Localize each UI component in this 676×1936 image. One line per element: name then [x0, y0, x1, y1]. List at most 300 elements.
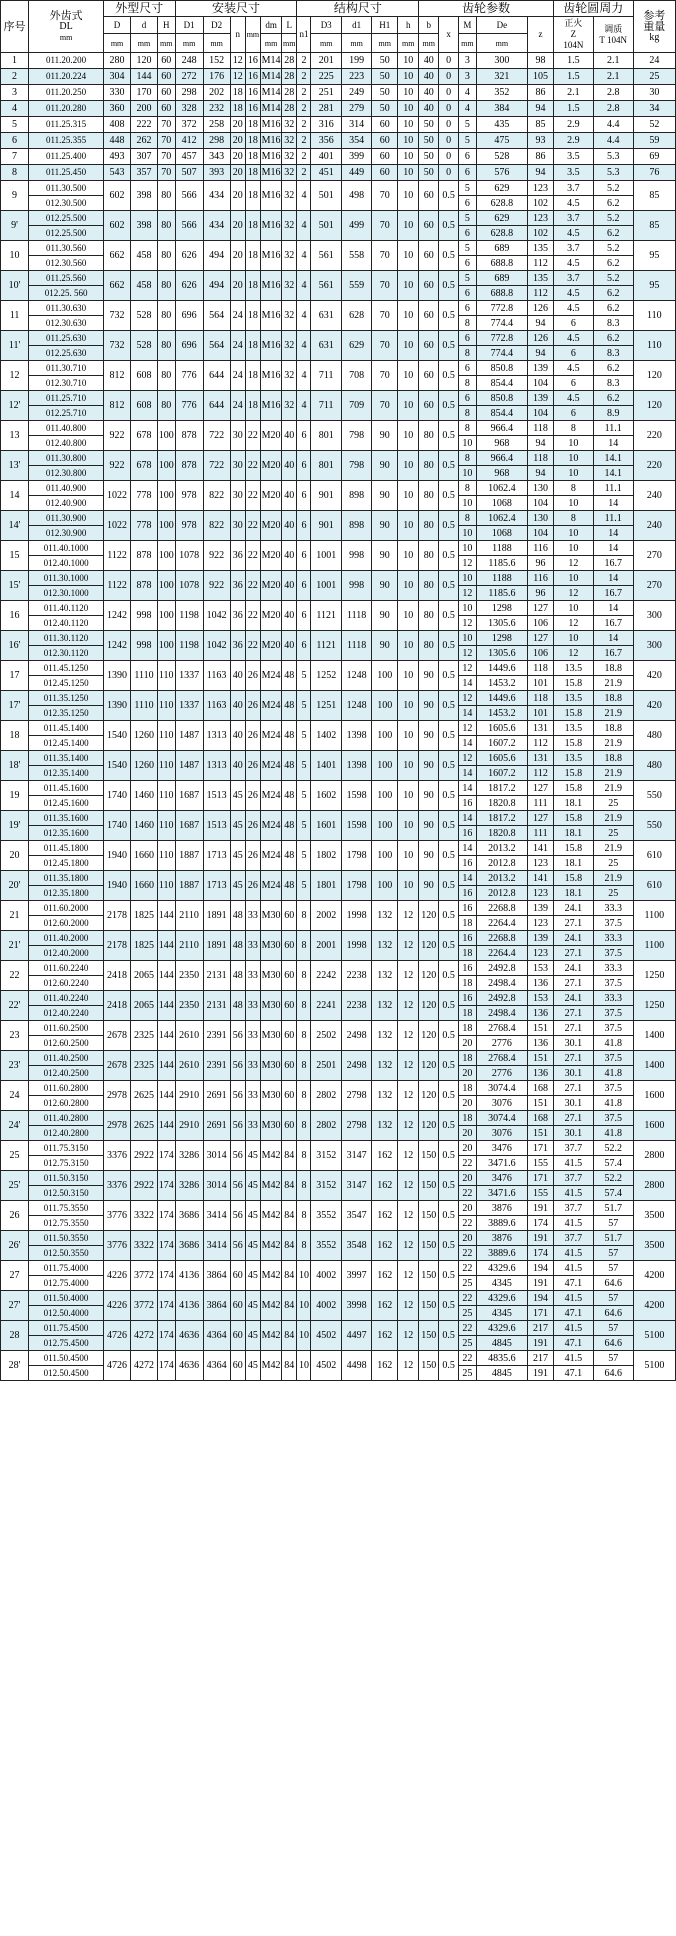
table-row [1, 165, 676, 181]
cell-weight: 240 [633, 481, 675, 511]
table-row [1, 1291, 676, 1306]
cell-h: 132 [372, 1111, 398, 1141]
cell-gear-fb: 14.1 [593, 466, 633, 481]
cell-d1: 1121 [311, 631, 341, 661]
cell-D3: 10 [297, 1261, 311, 1291]
cell-gear-M2: 12 [459, 556, 477, 571]
cell-D1: 248 [175, 53, 203, 69]
cell-dm: 45 [245, 1141, 260, 1171]
cell-gear-fa: 6 [553, 346, 593, 361]
cell-n1: 32 [282, 149, 297, 165]
cell-gear-fb: 33.3 [593, 931, 633, 946]
cell-D3: 5 [297, 721, 311, 751]
cell-weight: 420 [633, 661, 675, 691]
cell-gear-M2: 18 [459, 1006, 477, 1021]
cell-d: 1260 [131, 721, 158, 751]
cell-fa: 85 [528, 117, 554, 133]
col-dm: dm [261, 17, 282, 34]
header-install: 安装尺寸 [175, 1, 297, 17]
col-x: x [439, 17, 459, 53]
cell-w: 2.1 [593, 69, 633, 85]
model-code: 012.30.560 [29, 256, 104, 271]
cell-d1: 801 [311, 421, 341, 451]
table-row [1, 901, 676, 916]
model-code: 011.35.1250 [29, 691, 104, 706]
cell-H: 70 [157, 149, 175, 165]
cell-n: 36 [230, 631, 245, 661]
cell-d1: 356 [311, 133, 341, 149]
cell-D: 304 [104, 69, 131, 85]
cell-d: 3322 [131, 1231, 158, 1261]
cell-d: 998 [131, 601, 158, 631]
cell-d1: 1601 [311, 811, 341, 841]
cell-d1: 501 [311, 181, 341, 211]
cell-H: 100 [157, 541, 175, 571]
cell-H: 144 [157, 1021, 175, 1051]
cell-L: M24 [261, 721, 282, 751]
cell-n1: 40 [282, 421, 297, 451]
cell-M: 0.5 [439, 1261, 459, 1291]
cell-b: 10 [398, 101, 419, 117]
cell-L: M16 [261, 117, 282, 133]
cell-d: 458 [131, 271, 158, 301]
cell-d: 528 [131, 331, 158, 361]
cell-n1: 40 [282, 451, 297, 481]
cell-gear-fb: 14 [593, 571, 633, 586]
cell-n1: 48 [282, 841, 297, 871]
cell-weight: 25 [633, 69, 675, 85]
cell-D1: 1687 [175, 781, 203, 811]
cell-gear-fb: 33.3 [593, 901, 633, 916]
row-number: 11 [1, 301, 29, 331]
table-row [1, 781, 676, 796]
cell-D2: 232 [203, 101, 230, 117]
cell-gear-fa: 27.1 [553, 1051, 593, 1066]
cell-D3: 4 [297, 271, 311, 301]
table-row [1, 53, 676, 69]
cell-D1: 457 [175, 149, 203, 165]
cell-L: M24 [261, 811, 282, 841]
cell-gear-fa: 3.7 [553, 181, 593, 196]
table-row [1, 1021, 676, 1036]
cell-gear-z: 141 [528, 841, 554, 856]
cell-D1: 412 [175, 133, 203, 149]
cell-gear-z: 104 [528, 406, 554, 421]
cell-weight: 120 [633, 391, 675, 421]
cell-gear-M2: 12 [459, 721, 477, 736]
cell-d1: 1801 [311, 871, 341, 901]
cell-D3: 5 [297, 841, 311, 871]
cell-gear-fa: 12 [553, 586, 593, 601]
row-number: 15' [1, 571, 29, 601]
unit-dm: mm [261, 34, 282, 53]
table-row [1, 421, 676, 436]
cell-H1: 223 [341, 69, 371, 85]
cell-D: 1940 [104, 871, 131, 901]
cell-d: 4272 [131, 1351, 158, 1381]
cell-h: 162 [372, 1171, 398, 1201]
cell-b: 12 [398, 1021, 419, 1051]
cell-fb: 2.1 [553, 85, 593, 101]
cell-H: 80 [157, 301, 175, 331]
cell-D1: 1687 [175, 811, 203, 841]
cell-n1: 48 [282, 661, 297, 691]
model-code: 011.20.224 [29, 69, 104, 85]
model-code: 011.25.710 [29, 391, 104, 406]
cell-b: 12 [398, 1231, 419, 1261]
cell-d: 1825 [131, 931, 158, 961]
cell-D3: 2 [297, 101, 311, 117]
cell-D1: 3286 [175, 1171, 203, 1201]
cell-d1: 901 [311, 511, 341, 541]
cell-D1: 2610 [175, 1051, 203, 1081]
cell-L: M16 [261, 331, 282, 361]
cell-x: 80 [419, 631, 439, 661]
cell-H1: 2238 [341, 961, 371, 991]
cell-H: 144 [157, 991, 175, 1021]
cell-gear-fb: 25 [593, 856, 633, 871]
cell-weight: 110 [633, 331, 675, 361]
cell-gear-fb: 6.2 [593, 226, 633, 241]
cell-D3: 4 [297, 331, 311, 361]
cell-gear-fb: 8.3 [593, 316, 633, 331]
cell-L: M16 [261, 211, 282, 241]
cell-gear-M2: 5 [459, 211, 477, 226]
cell-D2: 494 [203, 241, 230, 271]
cell-gear-fb: 21.9 [593, 811, 633, 826]
cell-gear-De: 3076 [476, 1096, 528, 1111]
cell-D: 360 [104, 101, 131, 117]
cell-gear-fa: 10 [553, 496, 593, 511]
cell-b: 10 [398, 85, 419, 101]
cell-L: M30 [261, 931, 282, 961]
row-number: 19 [1, 781, 29, 811]
cell-D1: 4636 [175, 1351, 203, 1381]
cell-h: 100 [372, 721, 398, 751]
cell-dm: 18 [245, 181, 260, 211]
cell-M: 0.5 [439, 1231, 459, 1261]
cell-D3: 8 [297, 961, 311, 991]
cell-gear-M2: 5 [459, 241, 477, 256]
cell-weight: 30 [633, 85, 675, 101]
cell-d1: 4502 [311, 1321, 341, 1351]
cell-gear-fa: 27.1 [553, 1081, 593, 1096]
cell-gear-fa: 13.5 [553, 721, 593, 736]
cell-b: 10 [398, 391, 419, 421]
cell-d: 1260 [131, 751, 158, 781]
cell-D2: 722 [203, 421, 230, 451]
cell-b: 10 [398, 871, 419, 901]
cell-n: 30 [230, 481, 245, 511]
cell-gear-fb: 21.9 [593, 736, 633, 751]
cell-weight: 4200 [633, 1291, 675, 1321]
cell-H: 174 [157, 1291, 175, 1321]
cell-D3: 5 [297, 661, 311, 691]
cell-n1: 60 [282, 1021, 297, 1051]
cell-D1: 1078 [175, 541, 203, 571]
cell-b: 12 [398, 991, 419, 1021]
cell-weight: 610 [633, 871, 675, 901]
cell-weight: 110 [633, 301, 675, 331]
cell-D2: 722 [203, 451, 230, 481]
cell-D1: 978 [175, 481, 203, 511]
cell-M: 0.5 [439, 1321, 459, 1351]
cell-H1: 1998 [341, 901, 371, 931]
cell-n1: 28 [282, 69, 297, 85]
cell-D3: 4 [297, 301, 311, 331]
cell-h: 132 [372, 1081, 398, 1111]
cell-d: 2065 [131, 961, 158, 991]
cell-d1: 451 [311, 165, 341, 181]
cell-weight: 270 [633, 571, 675, 601]
cell-gear-z: 151 [528, 1096, 554, 1111]
cell-n1: 28 [282, 85, 297, 101]
cell-gear-De: 4835.6 [476, 1351, 528, 1366]
cell-dm: 18 [245, 133, 260, 149]
cell-D1: 372 [175, 117, 203, 133]
cell-gear-fb: 37.5 [593, 1051, 633, 1066]
cell-gear-fa: 27.1 [553, 946, 593, 961]
cell-d1: 3552 [311, 1201, 341, 1231]
cell-d: 678 [131, 421, 158, 451]
cell-gear-M2: 6 [459, 361, 477, 376]
cell-gear-De: 1453.2 [476, 676, 528, 691]
cell-dm: 22 [245, 451, 260, 481]
cell-H: 60 [157, 101, 175, 117]
cell-w: 5.3 [593, 165, 633, 181]
cell-gear-M2: 12 [459, 751, 477, 766]
cell-D1: 2110 [175, 931, 203, 961]
cell-gear-z: 127 [528, 781, 554, 796]
cell-M: 0.5 [439, 1021, 459, 1051]
row-number: 18' [1, 751, 29, 781]
cell-b: 10 [398, 117, 419, 133]
model-code: 011.40.2800 [29, 1111, 104, 1126]
cell-gear-De: 2268.8 [476, 901, 528, 916]
cell-x: 80 [419, 451, 439, 481]
cell-D3: 6 [297, 631, 311, 661]
cell-D1: 2350 [175, 991, 203, 1021]
model-code: 011.75.4500 [29, 1321, 104, 1336]
cell-fa: 93 [528, 133, 554, 149]
cell-D2: 1163 [203, 661, 230, 691]
cell-L: M20 [261, 631, 282, 661]
cell-gear-De: 1817.2 [476, 811, 528, 826]
cell-dm: 22 [245, 541, 260, 571]
cell-h: 50 [372, 69, 398, 85]
cell-D2: 176 [203, 69, 230, 85]
cell-gear-fa: 4.5 [553, 256, 593, 271]
cell-b: 10 [398, 301, 419, 331]
cell-H1: 2238 [341, 991, 371, 1021]
cell-b: 10 [398, 181, 419, 211]
cell-M: 0.5 [439, 511, 459, 541]
cell-gear-fa: 47.1 [553, 1366, 593, 1381]
cell-x: 90 [419, 691, 439, 721]
cell-gear-M2: 5 [459, 271, 477, 286]
row-number: 9' [1, 211, 29, 241]
cell-h: 50 [372, 85, 398, 101]
table-row [1, 271, 676, 286]
cell-d: 608 [131, 361, 158, 391]
cell-gear-De: 3471.6 [476, 1186, 528, 1201]
cell-n1: 32 [282, 331, 297, 361]
cell-n: 45 [230, 841, 245, 871]
cell-D2: 1513 [203, 781, 230, 811]
table-row [1, 1261, 676, 1276]
cell-gear-fa: 13.5 [553, 751, 593, 766]
cell-gear-z: 153 [528, 991, 554, 1006]
cell-d1: 4002 [311, 1291, 341, 1321]
cell-dm: 26 [245, 751, 260, 781]
cell-gear-fa: 30.1 [553, 1096, 593, 1111]
cell-D1: 3686 [175, 1231, 203, 1261]
cell-D1: 2910 [175, 1081, 203, 1111]
cell-D1: 696 [175, 331, 203, 361]
cell-x: 150 [419, 1261, 439, 1291]
cell-gear-fa: 10 [553, 631, 593, 646]
cell-n1: 84 [282, 1231, 297, 1261]
cell-H: 110 [157, 721, 175, 751]
table-row [1, 511, 676, 526]
model-code: 012.30.1120 [29, 646, 104, 661]
cell-L: M14 [261, 85, 282, 101]
cell-M: 0 [439, 117, 459, 133]
model-code: 012.50.4000 [29, 1306, 104, 1321]
cell-M: 0 [439, 165, 459, 181]
model-code: 012.40.2000 [29, 946, 104, 961]
cell-gear-fb: 51.7 [593, 1231, 633, 1246]
cell-dm: 33 [245, 1021, 260, 1051]
cell-h: 90 [372, 601, 398, 631]
row-number: 12' [1, 391, 29, 421]
model-code: 012.30.500 [29, 196, 104, 211]
cell-h: 162 [372, 1321, 398, 1351]
cell-dm: 18 [245, 211, 260, 241]
row-number: 25 [1, 1141, 29, 1171]
cell-x: 120 [419, 1051, 439, 1081]
cell-gear-M2: 10 [459, 496, 477, 511]
cell-gear-fa: 27.1 [553, 916, 593, 931]
unit-H1: mm [372, 34, 398, 53]
cell-De: 5 [459, 117, 477, 133]
row-number: 26 [1, 1201, 29, 1231]
cell-D3: 4 [297, 181, 311, 211]
cell-b: 12 [398, 1321, 419, 1351]
model-code: 012.60.2800 [29, 1096, 104, 1111]
cell-gear-fa: 8 [553, 481, 593, 496]
cell-h: 90 [372, 511, 398, 541]
cell-D3: 6 [297, 571, 311, 601]
cell-d1: 801 [311, 451, 341, 481]
cell-gear-fa: 13.5 [553, 661, 593, 676]
cell-H1: 1598 [341, 781, 371, 811]
cell-gear-fa: 15.8 [553, 811, 593, 826]
cell-D2: 3014 [203, 1141, 230, 1171]
cell-D3: 8 [297, 1081, 311, 1111]
cell-D3: 4 [297, 211, 311, 241]
cell-L: M24 [261, 871, 282, 901]
cell-x: 150 [419, 1141, 439, 1171]
cell-h: 90 [372, 451, 398, 481]
cell-gear-M2: 16 [459, 796, 477, 811]
cell-dm: 18 [245, 241, 260, 271]
cell-D2: 4364 [203, 1321, 230, 1351]
cell-d: 878 [131, 571, 158, 601]
cell-gear-z: 104 [528, 496, 554, 511]
cell-gear-z: 104 [528, 376, 554, 391]
model-code: 012.45.1250 [29, 676, 104, 691]
cell-D: 493 [104, 149, 131, 165]
cell-gear-z: 127 [528, 631, 554, 646]
cell-D1: 507 [175, 165, 203, 181]
cell-gear-fb: 16.7 [593, 616, 633, 631]
cell-weight: 1100 [633, 901, 675, 931]
cell-n: 24 [230, 361, 245, 391]
model-code: 012.50.3150 [29, 1186, 104, 1201]
cell-D: 280 [104, 53, 131, 69]
cell-h: 90 [372, 571, 398, 601]
cell-M: 0.5 [439, 571, 459, 601]
table-row [1, 871, 676, 886]
cell-D1: 776 [175, 391, 203, 421]
cell-gear-fa: 37.7 [553, 1231, 593, 1246]
cell-D2: 298 [203, 133, 230, 149]
cell-dm: 18 [245, 165, 260, 181]
cell-gear-M2: 10 [459, 601, 477, 616]
table-row [1, 691, 676, 706]
cell-L: M30 [261, 961, 282, 991]
cell-D2: 2391 [203, 1021, 230, 1051]
cell-gear-z: 112 [528, 256, 554, 271]
cell-D: 1242 [104, 631, 131, 661]
col-M: M [459, 17, 477, 34]
cell-b: 10 [398, 361, 419, 391]
cell-d: 262 [131, 133, 158, 149]
cell-d: 398 [131, 181, 158, 211]
cell-D3: 6 [297, 481, 311, 511]
row-number: 22' [1, 991, 29, 1021]
cell-d: 1460 [131, 811, 158, 841]
cell-gear-fa: 24.1 [553, 901, 593, 916]
cell-d1: 2502 [311, 1021, 341, 1051]
model-code: 011.45.1600 [29, 781, 104, 796]
cell-dm: 16 [245, 53, 260, 69]
row-number: 21' [1, 931, 29, 961]
cell-gear-fb: 16.7 [593, 556, 633, 571]
cell-d1: 401 [311, 149, 341, 165]
cell-D2: 3864 [203, 1261, 230, 1291]
cell-L: M20 [261, 421, 282, 451]
cell-gear-M2: 8 [459, 346, 477, 361]
cell-d1: 1121 [311, 601, 341, 631]
cell-gear-M2: 18 [459, 1021, 477, 1036]
cell-H1: 1248 [341, 691, 371, 721]
cell-D2: 202 [203, 85, 230, 101]
cell-gear-M2: 8 [459, 481, 477, 496]
cell-weight: 120 [633, 361, 675, 391]
cell-gear-M2: 6 [459, 391, 477, 406]
cell-gear-z: 94 [528, 346, 554, 361]
cell-weight: 270 [633, 541, 675, 571]
cell-D1: 878 [175, 421, 203, 451]
cell-M: 0.5 [439, 1081, 459, 1111]
cell-fa: 94 [528, 101, 554, 117]
cell-weight: 2800 [633, 1141, 675, 1171]
cell-D2: 2131 [203, 961, 230, 991]
cell-b: 12 [398, 1291, 419, 1321]
cell-gear-z: 106 [528, 616, 554, 631]
